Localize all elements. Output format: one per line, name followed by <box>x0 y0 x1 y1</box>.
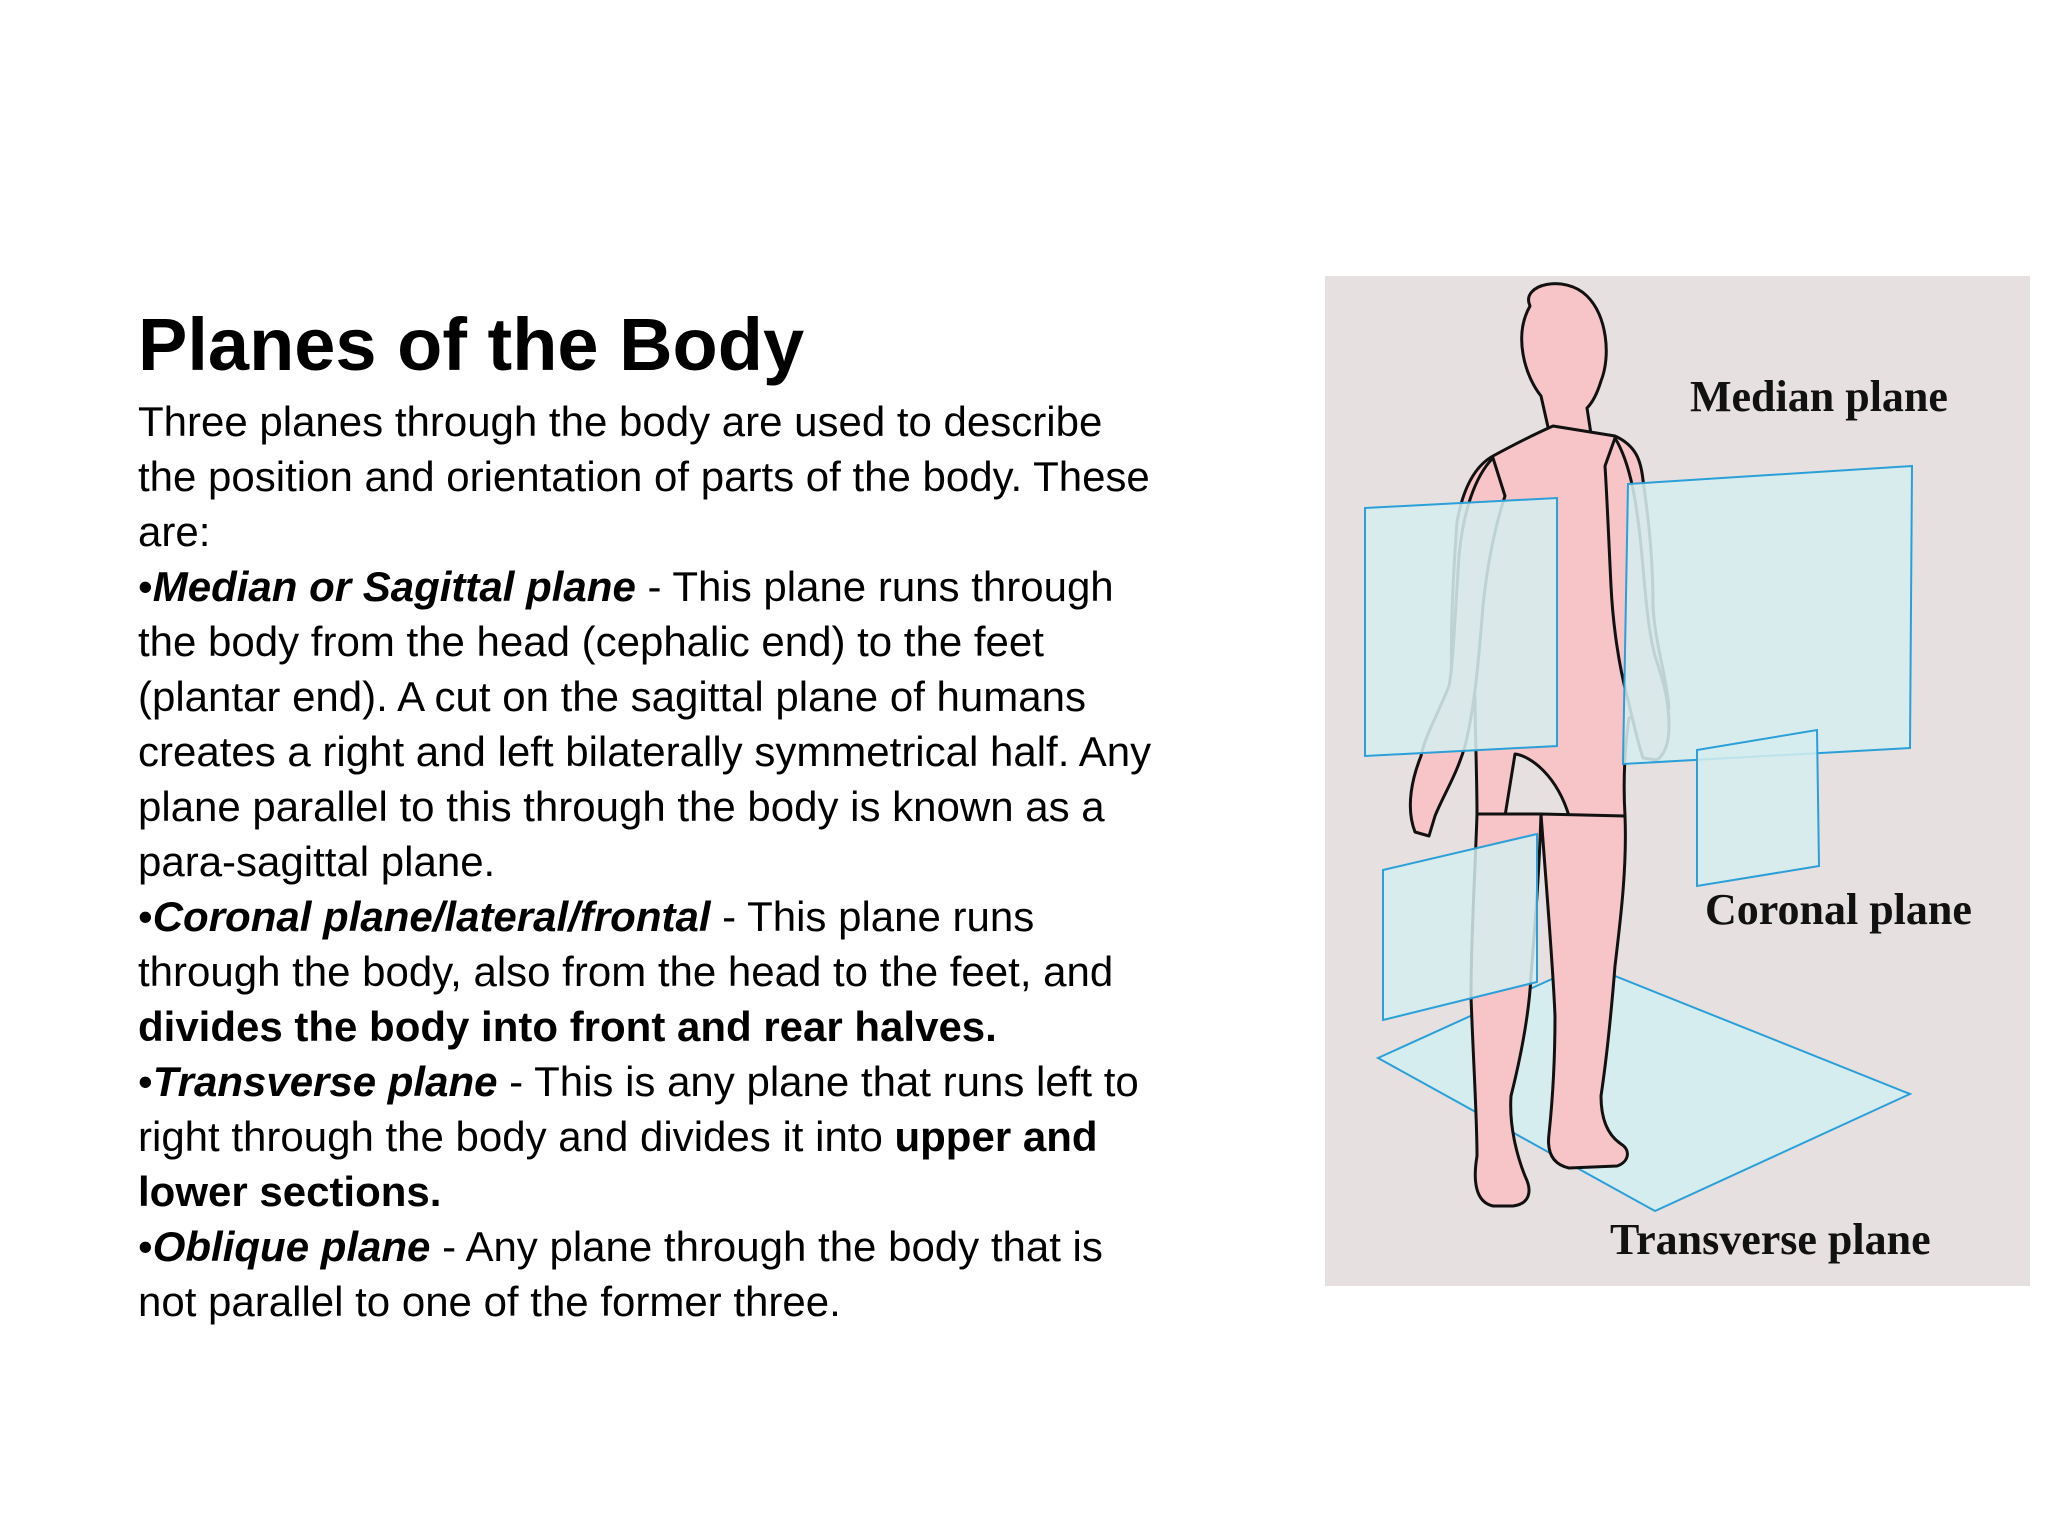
coronal-plane-right <box>1697 730 1819 886</box>
body-planes-illustration <box>1325 276 2030 1286</box>
head-shape <box>1522 284 1607 436</box>
text-block <box>138 300 1158 1329</box>
separator: - <box>710 893 748 940</box>
transverse-plane-label: Transverse plane <box>1610 1215 1931 1264</box>
page-title: Planes of the Body <box>138 303 805 386</box>
list-item-oblique <box>138 1219 1158 1329</box>
median-plane-label: Median plane <box>1690 372 1948 421</box>
list-item-transverse <box>138 1054 1158 1219</box>
bullet-mark: • <box>138 893 153 940</box>
bullet-mark: • <box>138 1223 153 1270</box>
coronal-plane-label: Coronal plane <box>1705 885 1972 934</box>
description-oblique: Any plane through the body that is not parallel to one of the former three. <box>138 1223 1103 1325</box>
list-item-coronal <box>138 889 1158 1054</box>
emphasis-coronal: divides the body into front and rear halves. <box>138 1003 997 1050</box>
emphasis-transverse: upper and lower sections. <box>138 1113 1098 1215</box>
median-plane <box>1365 498 1557 756</box>
term-transverse: Transverse plane <box>152 1058 498 1105</box>
body-text <box>138 394 1158 1329</box>
body-planes-figure <box>1325 276 2030 1286</box>
description-transverse: This is any plane that runs left to right through the body and divides it into <box>138 1058 1139 1160</box>
description-coronal: This plane runs through the body, also from the head to the feet, and <box>138 893 1114 995</box>
term-oblique: Oblique plane <box>152 1223 431 1270</box>
separator: - <box>497 1058 535 1105</box>
bullet-mark: • <box>138 1058 153 1105</box>
intro-paragraph: Three planes through the body are used to describe the position and orientation of parts of the body. These are: <box>138 398 1150 555</box>
term-median: Median or Sagittal plane <box>152 563 636 610</box>
list-item-median <box>138 559 1158 889</box>
term-coronal: Coronal plane/lateral/frontal <box>152 893 711 940</box>
separator: - <box>430 1223 466 1270</box>
separator: - <box>635 563 673 610</box>
median-plane-right <box>1623 466 1912 764</box>
description-median: This plane runs through the body from the head (cephalic end) to the feet (plantar end). A cut on the sagittal plane of humans creates a right and left bilaterally symmetrical half. Any plane parallel to this through the body is known as a para-sagittal plane. <box>138 563 1152 885</box>
bullet-mark: • <box>138 563 153 610</box>
